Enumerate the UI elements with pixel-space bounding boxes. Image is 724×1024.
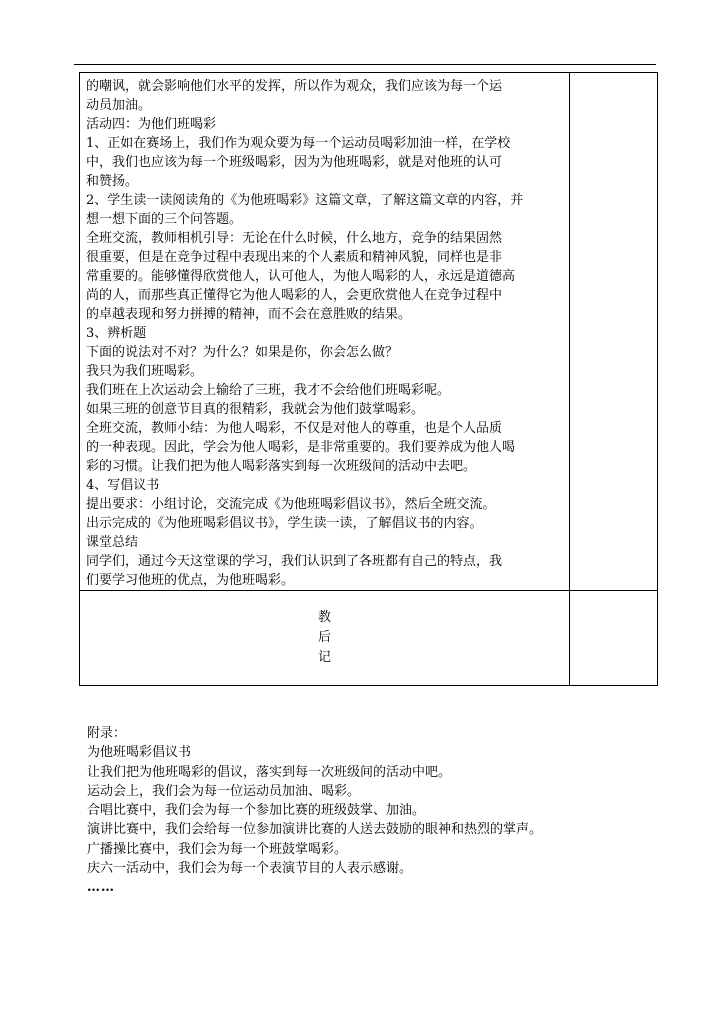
content-line: 常重要的。能够懂得欣赏他人，认可他人，为他人喝彩的人，永远是道德高 xyxy=(86,269,516,284)
appendix-line: 广播操比赛中，我们会为每一个班鼓掌喝彩。 xyxy=(87,841,348,857)
reflection-row xyxy=(80,591,658,686)
content-line: 很重要，但是在竞争过程中表现出来的个人素质和精神风貌，同样也是非 xyxy=(86,250,503,265)
content-line: 全班交流，教师小结：为他人喝彩，不仅是对他人的尊重，也是个人品质 xyxy=(86,421,503,436)
reflection-content-cell xyxy=(570,591,658,686)
reflection-label-char: 后 xyxy=(317,630,331,645)
content-line: 动员加油。 xyxy=(86,98,152,113)
content-line: 想一想下面的三个问答题。 xyxy=(86,212,243,227)
content-line: 课堂总结 xyxy=(86,535,139,550)
content-line: 的一种表现。因此，学会为他人喝彩，是非常重要的。我们要养成为他人喝 xyxy=(86,440,516,455)
content-row xyxy=(80,73,658,591)
content-line: 的卓越表现和努力拼搏的精神，而不会在意胜败的结果。 xyxy=(86,307,412,322)
content-line: 活动四：为他们班喝彩 xyxy=(86,117,217,132)
content-line: 们要学习他班的优点，为他班喝彩。 xyxy=(86,573,295,588)
content-line: 出示完成的《为他班喝彩倡议书》，学生读一读，了解倡议书的内容。 xyxy=(86,516,483,531)
content-line: 中，我们也应该为每一个班级喝彩，因为为他班喝彩，就是对他班的认可 xyxy=(86,155,503,170)
reflection-label xyxy=(318,608,331,668)
appendix-ellipsis: …… xyxy=(87,880,115,896)
content-line: 我们班在上次运动会上输给了三班，我才不会给他们班喝彩呢。 xyxy=(86,383,451,398)
appendix-title: 为他班喝彩倡议书 xyxy=(87,745,192,761)
content-line: 我只为我们班喝彩。 xyxy=(86,364,204,379)
content-line: 4、写倡议书 xyxy=(86,478,160,493)
reflection-label-char: 记 xyxy=(317,650,331,665)
content-line: 1、正如在赛场上，我们作为观众要为每一个运动员喝彩加油一样，在学校 xyxy=(86,136,511,151)
content-line: 提出要求：小组讨论，交流完成《为他班喝彩倡议书》，然后全班交流。 xyxy=(86,497,496,512)
content-line: 尚的人，而那些真正懂得它为他人喝彩的人，会更欣赏他人在竞争过程中 xyxy=(86,288,503,303)
reflection-label-cell xyxy=(80,591,570,686)
content-line: 下面的说法对不对？为什么？如果是你，你会怎么做？ xyxy=(86,345,399,360)
appendix-line: 演讲比赛中，我们会给每一位参加演讲比赛的人送去鼓励的眼神和热烈的掌声。 xyxy=(87,822,543,838)
notes-column-cell xyxy=(570,73,658,591)
appendix-line: 合唱比赛中，我们会为每一个参加比赛的班级鼓掌、加油。 xyxy=(87,803,426,819)
content-line: 如果三班的创意节目真的很精彩，我就会为他们鼓掌喝彩。 xyxy=(86,402,425,417)
lesson-content xyxy=(80,73,569,590)
content-line: 3、辨析题 xyxy=(86,326,147,341)
content-line: 全班交流，教师相机引导：无论在什么时候，什么地方，竞争的结果固然 xyxy=(86,231,503,246)
lesson-plan-table xyxy=(79,72,658,686)
content-line: 同学们，通过今天这堂课的学习，我们认识到了各班都有自己的特点，我 xyxy=(86,554,503,569)
appendix-line: 运动会上，我们会为每一位运动员加油、喝彩。 xyxy=(87,783,361,799)
lesson-content-cell xyxy=(80,73,570,591)
content-line: 和赞扬。 xyxy=(86,174,139,189)
appendix-line: 让我们把为他班喝彩的倡议，落实到每一次班级间的活动中吧。 xyxy=(87,764,452,780)
header-rule xyxy=(74,64,656,65)
content-line: 2、学生读一读阅读角的《为他班喝彩》这篇文章，了解这篇文章的内容，并 xyxy=(86,193,524,208)
content-line: 的嘲讽，就会影响他们水平的发挥，所以作为观众，我们应该为每一个运 xyxy=(86,79,503,94)
reflection-label-char: 教 xyxy=(317,610,331,625)
content-line: 彩的习惯。让我们把为他人喝彩落实到每一次班级间的活动中去吧。 xyxy=(86,459,477,474)
appendix-line: 庆六一活动中，我们会为每一个表演节目的人表示感谢。 xyxy=(87,861,413,877)
appendix-heading: 附录： xyxy=(87,726,127,741)
appendix xyxy=(87,724,647,898)
